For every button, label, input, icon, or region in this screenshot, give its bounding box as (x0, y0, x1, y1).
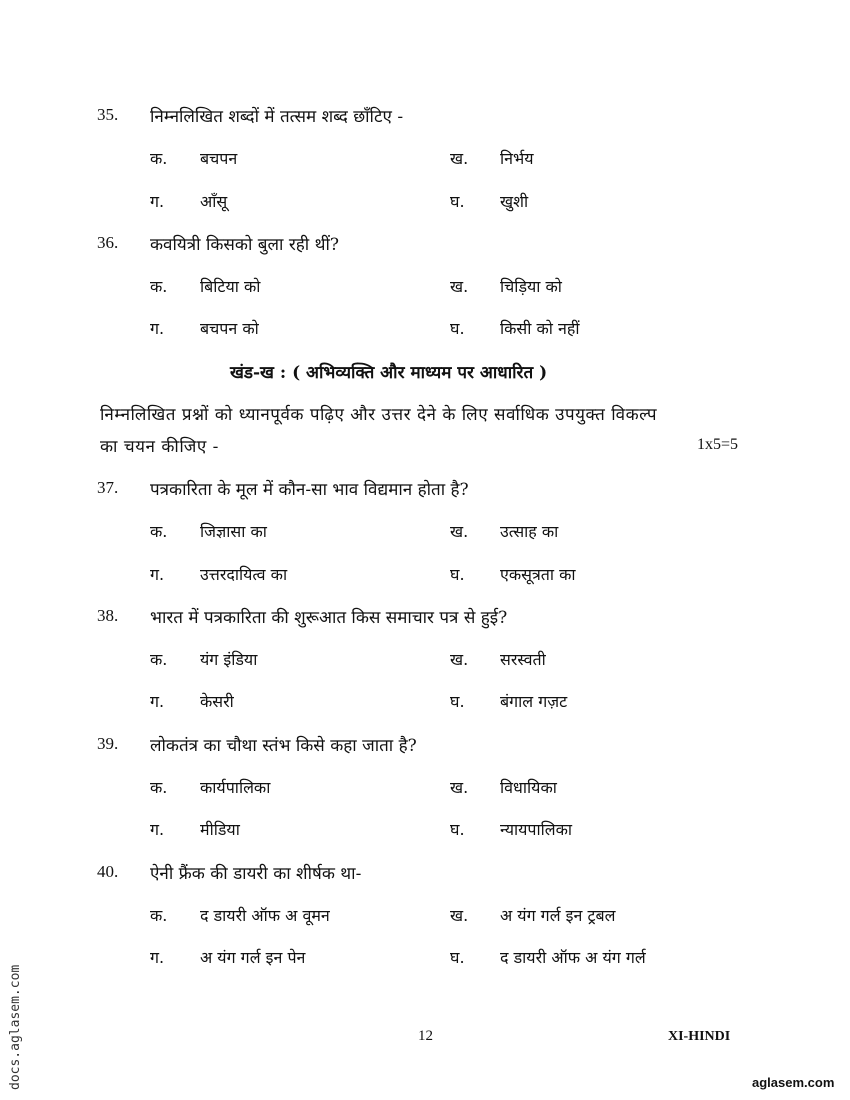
option-letter: क. (150, 149, 168, 168)
option-text: बंगाल गज़ट (500, 692, 568, 711)
option-letter: क. (150, 522, 168, 541)
option-text: चिड़िया को (500, 277, 562, 296)
marks-label: 1x5=5 (697, 436, 739, 453)
option-text: सरस्वती (500, 650, 546, 669)
option-letter: क. (150, 650, 168, 669)
option-letter: ग. (150, 565, 165, 584)
question-number: 36. (97, 233, 119, 252)
section-instruction-cont: का चयन कीजिए - (100, 437, 219, 457)
subject-code: XI-HINDI (668, 1029, 731, 1044)
option-letter: ख. (450, 906, 469, 925)
option-letter: घ. (450, 192, 465, 211)
side-watermark: docs.aglasem.com (8, 964, 23, 1090)
option-letter: ग. (150, 820, 165, 839)
option-letter: घ. (450, 319, 465, 338)
option-letter: घ. (450, 565, 465, 584)
option-letter: ग. (150, 192, 165, 211)
option-letter: क. (150, 906, 168, 925)
question-number: 35. (97, 105, 119, 124)
option-text: एकसूत्रता का (500, 565, 576, 584)
option-text: आँसू (200, 192, 228, 211)
option-text: न्यायपालिका (500, 820, 573, 839)
option-text: अ यंग गर्ल इन ट्रबल (500, 906, 616, 925)
question-text: पत्रकारिता के मूल में कौन-सा भाव विद्यमान होता है? (150, 480, 469, 500)
option-letter: ख. (450, 650, 469, 669)
option-text: उत्साह का (500, 522, 559, 541)
question-text: कवयित्री किसको बुला रही थीं? (150, 235, 339, 255)
question-number: 39. (97, 734, 119, 753)
option-text: कार्यपालिका (200, 778, 271, 797)
option-letter: ख. (450, 277, 469, 296)
option-letter: क. (150, 277, 168, 296)
option-letter: क. (150, 778, 168, 797)
option-text: बिटिया को (200, 277, 261, 296)
question-text: ऐनी फ्रैंक की डायरी का शीर्षक था- (150, 864, 362, 884)
option-letter: ग. (150, 948, 165, 967)
option-text: द डायरी ऑफ अ वूमन (200, 906, 330, 925)
brand-watermark: aglasem.com (752, 1075, 835, 1090)
option-text: विधायिका (500, 778, 557, 797)
option-text: किसी को नहीं (500, 319, 580, 338)
option-text: उत्तरदायित्व का (200, 565, 288, 584)
option-text: बचपन को (200, 319, 259, 338)
option-letter: ख. (450, 522, 469, 541)
question-text: भारत में पत्रकारिता की शुरूआत किस समाचार पत्र से हुई? (150, 608, 508, 628)
option-letter: घ. (450, 948, 465, 967)
option-letter: ख. (450, 778, 469, 797)
section-heading: खंड-ख : ( अभिव्यक्ति और माध्यम पर आधारित ) (230, 363, 548, 383)
section-instruction: निम्नलिखित प्रश्नों को ध्यानपूर्वक पढ़िए और उत्तर देने के लिए सर्वाधिक उपयुक्त विकल्प (100, 405, 658, 425)
option-letter: घ. (450, 692, 465, 711)
question-text: निम्नलिखित शब्दों में तत्सम शब्द छाँटिए - (150, 107, 404, 127)
page-number: 12 (418, 1028, 433, 1044)
option-letter: ग. (150, 692, 165, 711)
option-text: यंग इंडिया (200, 650, 258, 669)
option-text: मीडिया (200, 820, 240, 839)
option-text: जिज्ञासा का (200, 522, 267, 541)
option-text: द डायरी ऑफ अ यंग गर्ल (500, 948, 646, 967)
question-text: लोकतंत्र का चौथा स्तंभ किसे कहा जाता है? (150, 736, 417, 756)
question-number: 38. (97, 606, 119, 625)
option-text: केसरी (200, 692, 234, 711)
option-text: अ यंग गर्ल इन पेन (200, 948, 306, 967)
option-text: खुशी (500, 192, 529, 211)
option-letter: ख. (450, 149, 469, 168)
option-letter: घ. (450, 820, 465, 839)
question-number: 37. (97, 478, 119, 497)
option-text: बचपन (200, 149, 238, 168)
option-text: निर्भय (500, 149, 534, 168)
question-number: 40. (97, 862, 119, 881)
option-letter: ग. (150, 319, 165, 338)
